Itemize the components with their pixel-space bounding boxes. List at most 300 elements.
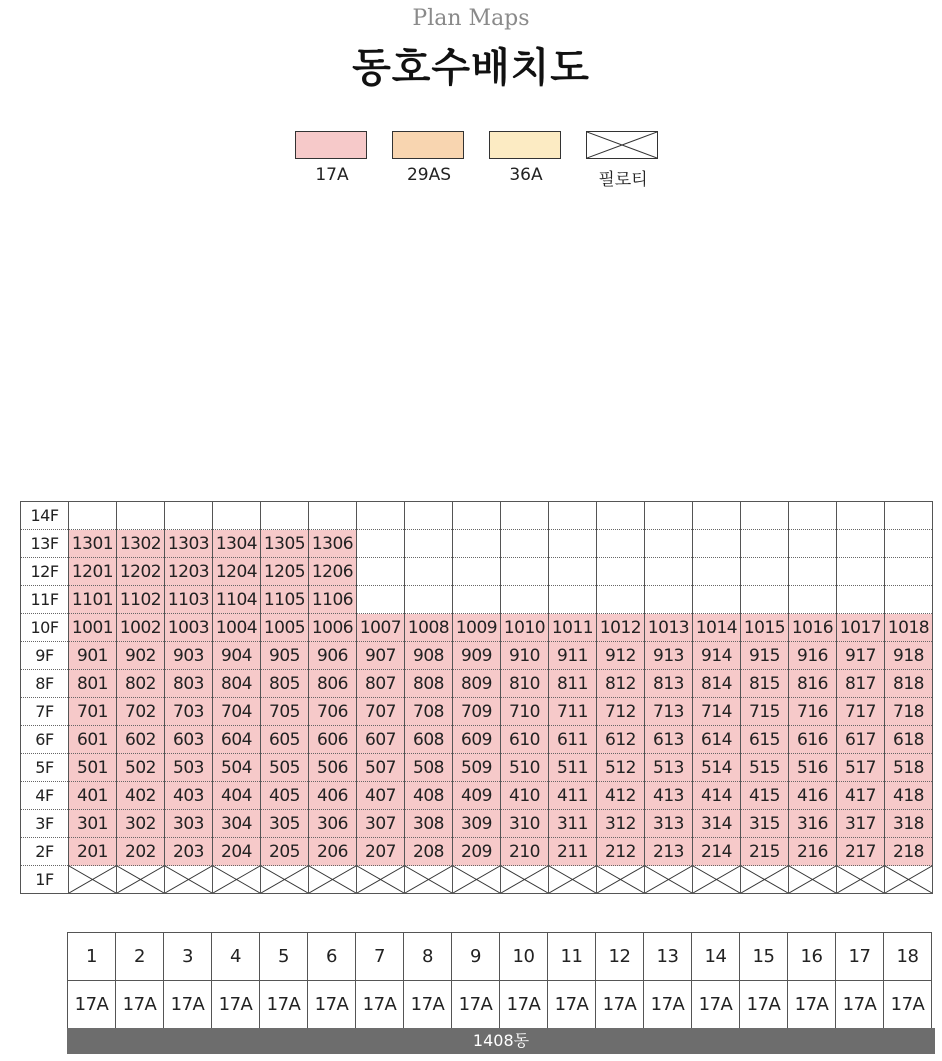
unit-cell: 1101 [69, 586, 117, 614]
unit-cell: 801 [69, 670, 117, 698]
line-type-cell: 17A [788, 981, 836, 1029]
pilotis-cross-icon [405, 866, 452, 893]
unit-cell: 1206 [309, 558, 357, 586]
unit-cell: 505 [261, 754, 309, 782]
pilotis-cell [117, 866, 165, 894]
unit-cell: 1018 [885, 614, 933, 642]
floor-row [21, 866, 933, 894]
unit-cell: 316 [789, 810, 837, 838]
empty-cell [357, 530, 405, 558]
legend-swatch-36a [489, 131, 561, 159]
empty-cell [693, 530, 741, 558]
unit-cell: 806 [309, 670, 357, 698]
unit-cell: 711 [549, 698, 597, 726]
unit-cell: 203 [165, 838, 213, 866]
line-table-body [67, 932, 932, 1029]
unit-cell: 703 [165, 698, 213, 726]
unit-cell: 1009 [453, 614, 501, 642]
empty-cell [549, 502, 597, 530]
floor-label: 10F [21, 614, 69, 642]
unit-cell: 1106 [309, 586, 357, 614]
unit-cell: 803 [165, 670, 213, 698]
empty-cell [789, 558, 837, 586]
unit-cell: 813 [645, 670, 693, 698]
unit-cell: 815 [741, 670, 789, 698]
empty-cell [645, 530, 693, 558]
unit-cell: 409 [453, 782, 501, 810]
unit-cell: 207 [357, 838, 405, 866]
unit-cell: 410 [501, 782, 549, 810]
pilotis-cross-icon [453, 866, 500, 893]
pilotis-cross-icon [741, 866, 788, 893]
pilotis-cross-icon [261, 866, 308, 893]
unit-cell: 713 [645, 698, 693, 726]
pilotis-cross-icon [501, 866, 548, 893]
unit-cell: 805 [261, 670, 309, 698]
unit-cell: 1104 [213, 586, 261, 614]
unit-cell: 212 [597, 838, 645, 866]
unit-cell: 617 [837, 726, 885, 754]
unit-cell: 811 [549, 670, 597, 698]
unit-cell: 1007 [357, 614, 405, 642]
unit-cell: 1302 [117, 530, 165, 558]
line-type-row [68, 981, 932, 1029]
unit-cell: 515 [741, 754, 789, 782]
unit-cell: 414 [693, 782, 741, 810]
unit-grid [20, 501, 933, 894]
pilotis-cross-icon [587, 132, 657, 158]
unit-cell: 209 [453, 838, 501, 866]
floor-row [21, 502, 933, 530]
legend-label: 36A [509, 165, 543, 185]
floor-row [21, 726, 933, 754]
floor-row [21, 530, 933, 558]
empty-cell [741, 530, 789, 558]
unit-cell: 616 [789, 726, 837, 754]
unit-cell: 217 [837, 838, 885, 866]
pilotis-cross-icon [357, 866, 404, 893]
line-number-cell: 12 [596, 933, 644, 981]
floor-row [21, 838, 933, 866]
unit-cell: 618 [885, 726, 933, 754]
empty-cell [309, 502, 357, 530]
empty-cell [597, 586, 645, 614]
line-number-cell: 16 [788, 933, 836, 981]
unit-cell: 308 [405, 810, 453, 838]
unit-cell: 311 [549, 810, 597, 838]
pilotis-cross-icon [885, 866, 932, 893]
line-number-cell: 13 [644, 933, 692, 981]
pilotis-cross-icon [549, 866, 596, 893]
line-number-cell: 15 [740, 933, 788, 981]
unit-cell: 1016 [789, 614, 837, 642]
line-type-cell: 17A [500, 981, 548, 1029]
unit-cell: 808 [405, 670, 453, 698]
empty-cell [693, 586, 741, 614]
floor-row [21, 698, 933, 726]
legend-label: 29AS [406, 165, 452, 185]
pilotis-cell [69, 866, 117, 894]
unit-cell: 216 [789, 838, 837, 866]
unit-cell: 510 [501, 754, 549, 782]
unit-cell: 215 [741, 838, 789, 866]
unit-cell: 812 [597, 670, 645, 698]
unit-cell: 204 [213, 838, 261, 866]
empty-cell [405, 502, 453, 530]
pilotis-cross-icon [213, 866, 260, 893]
line-type-cell: 17A [452, 981, 500, 1029]
empty-cell [357, 502, 405, 530]
floor-row [21, 782, 933, 810]
floor-label: 13F [21, 530, 69, 558]
line-type-cell: 17A [260, 981, 308, 1029]
unit-cell: 1005 [261, 614, 309, 642]
unit-cell: 714 [693, 698, 741, 726]
unit-cell: 412 [597, 782, 645, 810]
floor-row [21, 614, 933, 642]
empty-cell [405, 530, 453, 558]
empty-cell [645, 558, 693, 586]
unit-cell: 214 [693, 838, 741, 866]
legend-item-36a [489, 131, 563, 185]
empty-cell [69, 502, 117, 530]
line-type-cell: 17A [548, 981, 596, 1029]
line-type-cell: 17A [596, 981, 644, 1029]
unit-cell: 612 [597, 726, 645, 754]
unit-cell: 1105 [261, 586, 309, 614]
unit-cell: 1006 [309, 614, 357, 642]
line-type-cell: 17A [164, 981, 212, 1029]
floor-row [21, 586, 933, 614]
line-number-cell: 1 [68, 933, 116, 981]
pilotis-cell [501, 866, 549, 894]
unit-cell: 804 [213, 670, 261, 698]
empty-cell [741, 558, 789, 586]
empty-cell [549, 530, 597, 558]
unit-cell: 914 [693, 642, 741, 670]
unit-cell: 603 [165, 726, 213, 754]
unit-cell: 817 [837, 670, 885, 698]
unit-cell: 704 [213, 698, 261, 726]
unit-cell: 715 [741, 698, 789, 726]
empty-cell [549, 586, 597, 614]
unit-cell: 317 [837, 810, 885, 838]
line-type-cell: 17A [356, 981, 404, 1029]
unit-cell: 706 [309, 698, 357, 726]
line-number-cell: 17 [836, 933, 884, 981]
line-type-cell: 17A [740, 981, 788, 1029]
empty-cell [693, 558, 741, 586]
unit-cell: 508 [405, 754, 453, 782]
unit-cell: 708 [405, 698, 453, 726]
unit-cell: 802 [117, 670, 165, 698]
pilotis-cell [597, 866, 645, 894]
unit-cell: 1204 [213, 558, 261, 586]
unit-cell: 707 [357, 698, 405, 726]
empty-cell [501, 586, 549, 614]
unit-cell: 702 [117, 698, 165, 726]
empty-cell [837, 502, 885, 530]
unit-cell: 307 [357, 810, 405, 838]
line-type-cell: 17A [644, 981, 692, 1029]
floor-label: 4F [21, 782, 69, 810]
unit-cell: 318 [885, 810, 933, 838]
unit-cell: 615 [741, 726, 789, 754]
empty-cell [693, 502, 741, 530]
unit-cell: 304 [213, 810, 261, 838]
pilotis-cross-icon [837, 866, 884, 893]
empty-cell [645, 586, 693, 614]
pilotis-cell [693, 866, 741, 894]
line-number-row [68, 933, 932, 981]
unit-cell: 601 [69, 726, 117, 754]
unit-cell: 1303 [165, 530, 213, 558]
empty-cell [741, 586, 789, 614]
floor-label: 11F [21, 586, 69, 614]
unit-cell: 1301 [69, 530, 117, 558]
pilotis-cell [453, 866, 501, 894]
unit-cell: 1201 [69, 558, 117, 586]
empty-cell [453, 558, 501, 586]
unit-cell: 912 [597, 642, 645, 670]
unit-cell: 309 [453, 810, 501, 838]
empty-cell [789, 502, 837, 530]
unit-cell: 609 [453, 726, 501, 754]
unit-cell: 911 [549, 642, 597, 670]
plan-maps-subtitle: Plan Maps [412, 6, 530, 31]
unit-cell: 305 [261, 810, 309, 838]
line-number-cell: 3 [164, 933, 212, 981]
page-title: 동호수배치도 [352, 45, 590, 91]
unit-cell: 408 [405, 782, 453, 810]
unit-cell: 1203 [165, 558, 213, 586]
line-number-cell: 6 [308, 933, 356, 981]
unit-cell: 302 [117, 810, 165, 838]
unit-cell: 1012 [597, 614, 645, 642]
line-type-cell: 17A [116, 981, 164, 1029]
legend-item-pilotis [586, 131, 660, 190]
legend-item-17a [295, 131, 369, 185]
unit-cell: 413 [645, 782, 693, 810]
empty-cell [453, 586, 501, 614]
unit-cell: 517 [837, 754, 885, 782]
unit-cell: 901 [69, 642, 117, 670]
unit-cell: 1002 [117, 614, 165, 642]
unit-cell: 809 [453, 670, 501, 698]
unit-cell: 1304 [213, 530, 261, 558]
pilotis-cell [549, 866, 597, 894]
line-type-cell: 17A [308, 981, 356, 1029]
unit-cell: 1017 [837, 614, 885, 642]
legend-label: 필로티 [598, 170, 648, 190]
pilotis-cross-icon [645, 866, 692, 893]
line-number-cell: 4 [212, 933, 260, 981]
unit-cell: 913 [645, 642, 693, 670]
pilotis-cell [405, 866, 453, 894]
line-number-cell: 5 [260, 933, 308, 981]
unit-cell: 1014 [693, 614, 741, 642]
unit-cell: 211 [549, 838, 597, 866]
unit-cell: 1306 [309, 530, 357, 558]
pilotis-cross-icon [789, 866, 836, 893]
line-type-cell: 17A [68, 981, 116, 1029]
unit-cell: 814 [693, 670, 741, 698]
empty-cell [501, 530, 549, 558]
floor-row [21, 642, 933, 670]
unit-cell: 210 [501, 838, 549, 866]
empty-cell [405, 558, 453, 586]
pilotis-cross-icon [117, 866, 164, 893]
pilotis-cell [261, 866, 309, 894]
unit-cell: 906 [309, 642, 357, 670]
unit-cell: 904 [213, 642, 261, 670]
unit-cell: 509 [453, 754, 501, 782]
line-number-cell: 8 [404, 933, 452, 981]
empty-cell [549, 558, 597, 586]
pilotis-cell [837, 866, 885, 894]
unit-cell: 303 [165, 810, 213, 838]
floor-label: 14F [21, 502, 69, 530]
line-number-cell: 2 [116, 933, 164, 981]
empty-cell [453, 530, 501, 558]
unit-cell: 718 [885, 698, 933, 726]
empty-cell [405, 586, 453, 614]
unit-cell: 202 [117, 838, 165, 866]
unit-cell: 516 [789, 754, 837, 782]
unit-cell: 418 [885, 782, 933, 810]
empty-cell [837, 530, 885, 558]
floor-label: 2F [21, 838, 69, 866]
empty-cell [117, 502, 165, 530]
unit-cell: 905 [261, 642, 309, 670]
unit-cell: 506 [309, 754, 357, 782]
line-type-cell: 17A [692, 981, 740, 1029]
empty-cell [597, 530, 645, 558]
unit-cell: 1202 [117, 558, 165, 586]
unit-cell: 504 [213, 754, 261, 782]
unit-cell: 606 [309, 726, 357, 754]
unit-cell: 1103 [165, 586, 213, 614]
line-number-cell: 7 [356, 933, 404, 981]
unit-cell: 918 [885, 642, 933, 670]
unit-cell: 1004 [213, 614, 261, 642]
unit-cell: 407 [357, 782, 405, 810]
pilotis-cross-icon [693, 866, 740, 893]
empty-cell [165, 502, 213, 530]
unit-cell: 403 [165, 782, 213, 810]
empty-cell [357, 586, 405, 614]
unit-cell: 205 [261, 838, 309, 866]
unit-cell: 406 [309, 782, 357, 810]
legend-swatch-29as [392, 131, 464, 159]
pilotis-cell [357, 866, 405, 894]
line-number-cell: 10 [500, 933, 548, 981]
empty-cell [885, 558, 933, 586]
empty-cell [837, 558, 885, 586]
unit-cell: 712 [597, 698, 645, 726]
line-number-cell: 14 [692, 933, 740, 981]
empty-cell [885, 530, 933, 558]
unit-cell: 915 [741, 642, 789, 670]
empty-cell [885, 502, 933, 530]
unit-cell: 710 [501, 698, 549, 726]
unit-cell: 709 [453, 698, 501, 726]
unit-cell: 604 [213, 726, 261, 754]
unit-cell: 201 [69, 838, 117, 866]
unit-cell: 416 [789, 782, 837, 810]
unit-cell: 417 [837, 782, 885, 810]
building-label: 1408동 [67, 1028, 935, 1054]
unit-cell: 313 [645, 810, 693, 838]
floor-row [21, 558, 933, 586]
legend [295, 131, 660, 191]
empty-cell [501, 502, 549, 530]
line-type-cell: 17A [884, 981, 932, 1029]
legend-swatch-17a [295, 131, 367, 159]
unit-cell: 404 [213, 782, 261, 810]
unit-cell: 807 [357, 670, 405, 698]
floor-label: 6F [21, 726, 69, 754]
floor-label: 7F [21, 698, 69, 726]
pilotis-cell [213, 866, 261, 894]
pilotis-cell [885, 866, 933, 894]
unit-cell: 602 [117, 726, 165, 754]
unit-cell: 716 [789, 698, 837, 726]
pilotis-cell [309, 866, 357, 894]
unit-cell: 810 [501, 670, 549, 698]
unit-cell: 310 [501, 810, 549, 838]
empty-cell [885, 586, 933, 614]
unit-cell: 910 [501, 642, 549, 670]
pilotis-cell [741, 866, 789, 894]
empty-cell [357, 558, 405, 586]
unit-cell: 218 [885, 838, 933, 866]
unit-cell: 605 [261, 726, 309, 754]
line-type-cell: 17A [212, 981, 260, 1029]
floor-label: 9F [21, 642, 69, 670]
line-type-cell: 17A [404, 981, 452, 1029]
unit-cell: 501 [69, 754, 117, 782]
unit-cell: 513 [645, 754, 693, 782]
unit-cell: 717 [837, 698, 885, 726]
empty-cell [261, 502, 309, 530]
unit-cell: 512 [597, 754, 645, 782]
unit-cell: 1003 [165, 614, 213, 642]
unit-cell: 315 [741, 810, 789, 838]
unit-cell: 1102 [117, 586, 165, 614]
legend-label: 17A [315, 165, 349, 185]
line-number-cell: 11 [548, 933, 596, 981]
unit-cell: 208 [405, 838, 453, 866]
line-type-cell: 17A [836, 981, 884, 1029]
floor-label: 5F [21, 754, 69, 782]
unit-cell: 507 [357, 754, 405, 782]
legend-swatch-pilotis [586, 131, 658, 159]
floor-row [21, 670, 933, 698]
pilotis-cell [165, 866, 213, 894]
legend-item-29as [392, 131, 466, 185]
empty-cell [597, 558, 645, 586]
unit-cell: 213 [645, 838, 693, 866]
unit-cell: 705 [261, 698, 309, 726]
unit-cell: 314 [693, 810, 741, 838]
unit-cell: 908 [405, 642, 453, 670]
unit-cell: 401 [69, 782, 117, 810]
unit-cell: 415 [741, 782, 789, 810]
floor-label: 3F [21, 810, 69, 838]
empty-cell [837, 586, 885, 614]
unit-cell: 1011 [549, 614, 597, 642]
